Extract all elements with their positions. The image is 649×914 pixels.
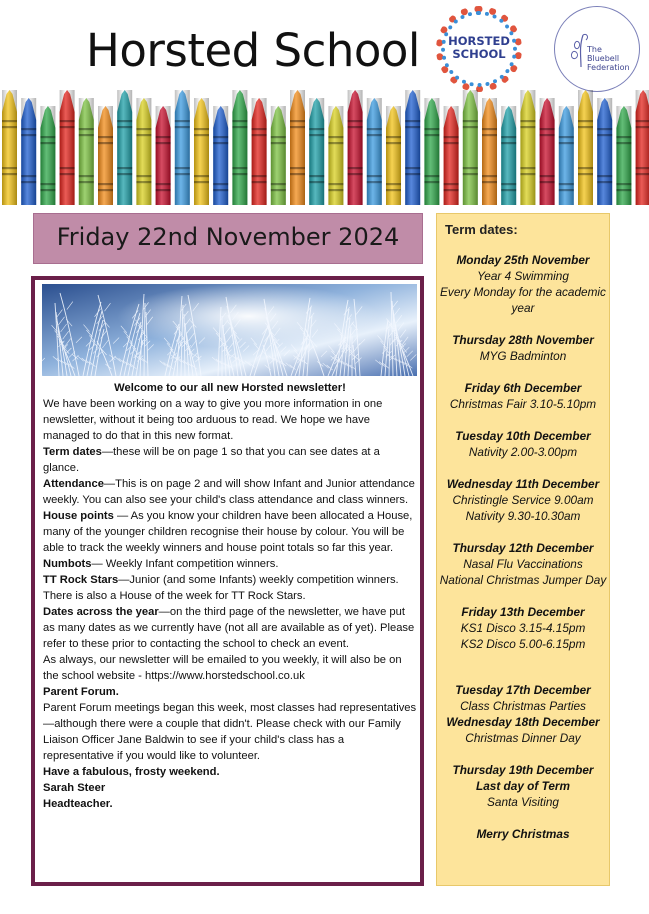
term-item: Wednesday 18th December Christmas Dinner Day [446, 715, 600, 745]
numbots-label: Numbots [43, 558, 92, 570]
crayon [232, 90, 247, 205]
school-logo-line1: HORSTED [448, 34, 510, 48]
crayon [194, 98, 209, 205]
crayon [328, 106, 343, 205]
crayon [636, 90, 649, 205]
term-item: Tuesday 17th December Class Christmas Parties [455, 683, 591, 713]
ttrs-label: TT Rock Stars [43, 574, 119, 586]
term-dates-list [437, 252, 609, 858]
parent-forum-paragraph: Parent Forum meetings began this week, most classes had representatives—although there were a couple that didn't. Please check with our Family Liaison Officer Jane Baldwin to see if your child's class has a representative if you would like to volunteer. [43, 702, 417, 762]
term-dates-label: Term dates [43, 446, 102, 458]
dates-paragraph: Dates across the year—on the third page of the newsletter, we have put as many dates as we currently have (not all are available as of yet). Please refer to these prior to contacting the school to check an event. [43, 606, 415, 650]
crayon [117, 90, 132, 205]
crayon [175, 90, 190, 205]
crayon [616, 106, 631, 205]
federation-line1: The [587, 45, 602, 54]
school-logo-line2: SCHOOL [452, 47, 506, 61]
ttrs-paragraph: TT Rock Stars—Junior (and some Infants) weekly competition winners. There is also a House of the week for TT Rock Stars. [43, 574, 399, 602]
crayon [309, 98, 324, 205]
crayon [444, 106, 459, 205]
school-logo [436, 6, 522, 92]
crayon [60, 90, 75, 205]
federation-line3: Federation [587, 63, 630, 72]
newsletter-body [43, 380, 417, 812]
crayon [156, 106, 171, 205]
crayon [252, 98, 267, 205]
crayon [597, 98, 612, 205]
crayon [79, 98, 94, 205]
crayon [2, 90, 17, 205]
federation-logo [554, 6, 640, 92]
welcome-heading: Welcome to our all new Horsted newsletter! [114, 382, 346, 394]
term-item: Thursday 12th December Nasal Flu Vaccinations National Christmas Jumper Day [439, 541, 607, 587]
term-dates-paragraph: Term dates—these will be on page 1 so that you can see dates at a glance. [43, 446, 380, 474]
house-points-label: House points [43, 510, 114, 522]
attendance-paragraph: Attendance—This is on page 2 and will show Infant and Junior attendance weekly. You can also see your child's class attendance and class winners. [43, 478, 415, 506]
term-item [437, 826, 609, 842]
term-dates-panel [436, 213, 610, 886]
merry-christmas: Merry Christmas [476, 827, 570, 841]
federation-line2: Bluebell [587, 54, 620, 63]
crayon [290, 90, 305, 205]
crayon [98, 106, 113, 205]
crayon [271, 106, 286, 205]
crayon [405, 90, 420, 205]
crayon [21, 98, 36, 205]
crayon [501, 106, 516, 205]
crayon [386, 106, 401, 205]
signature-role: Headteacher. [43, 798, 113, 810]
crayon [540, 98, 555, 205]
crayon [578, 90, 593, 205]
frosty-grass-image [42, 284, 417, 376]
crayon [482, 98, 497, 205]
term-item: Monday 25th November Year 4 Swimming Every Monday for the academic year [440, 253, 606, 315]
school-title: Horsted School [86, 24, 420, 77]
crayon [424, 98, 439, 205]
intro-paragraph: We have been working on a way to give you more information in one newsletter, without it being too arduous to read. We hope we have managed to do that in this new format. [43, 398, 383, 442]
term-item: Tuesday 10th December Nativity 2.00-3.00pm [455, 429, 591, 459]
term-item: Wednesday 11th December Christingle Service 9.00am Nativity 9.30-10.30am [446, 477, 600, 523]
crayon [520, 90, 535, 205]
term-dates-heading: Term dates: [445, 222, 518, 237]
parent-forum-heading: Parent Forum. [43, 686, 119, 698]
term-item: Friday 13th December KS1 Disco 3.15-4.15pm KS2 Disco 5.00-6.15pm [460, 605, 586, 651]
crayon [367, 98, 382, 205]
crayon [40, 106, 55, 205]
house-points-paragraph: House points — As you know your children have been allocated a House, many of the younger children recognise their house by colour. You will be able to track the weekly winners and house point totals so far this year. [43, 510, 413, 554]
newsletter-header [0, 0, 649, 205]
email-paragraph: As always, our newsletter will be emailed to you weekly, it will also be on the school website - https://www.horstedschool.co.uk [43, 654, 402, 682]
term-item: Thursday 19th December Last day of Term Santa Visiting [452, 763, 594, 809]
crayon [136, 98, 151, 205]
attendance-label: Attendance [43, 478, 104, 490]
crayon [348, 90, 363, 205]
crayon [559, 106, 574, 205]
term-item: Friday 6th December Christmas Fair 3.10-5.10pm [449, 381, 597, 411]
newsletter-date: Friday 22nd November 2024 [56, 223, 400, 251]
crayons-banner [0, 86, 649, 205]
term-item: Thursday 28th November MYG Badminton [452, 333, 594, 363]
crayon [463, 90, 478, 205]
signoff: Have a fabulous, frosty weekend. [43, 766, 220, 778]
signature-name: Sarah Steer [43, 782, 106, 794]
dates-label: Dates across the year [43, 606, 159, 618]
newsletter-main-box [31, 276, 424, 886]
crayon [213, 106, 228, 205]
numbots-paragraph: Numbots— Weekly Infant competition winners. [43, 558, 279, 570]
date-banner [33, 213, 423, 264]
